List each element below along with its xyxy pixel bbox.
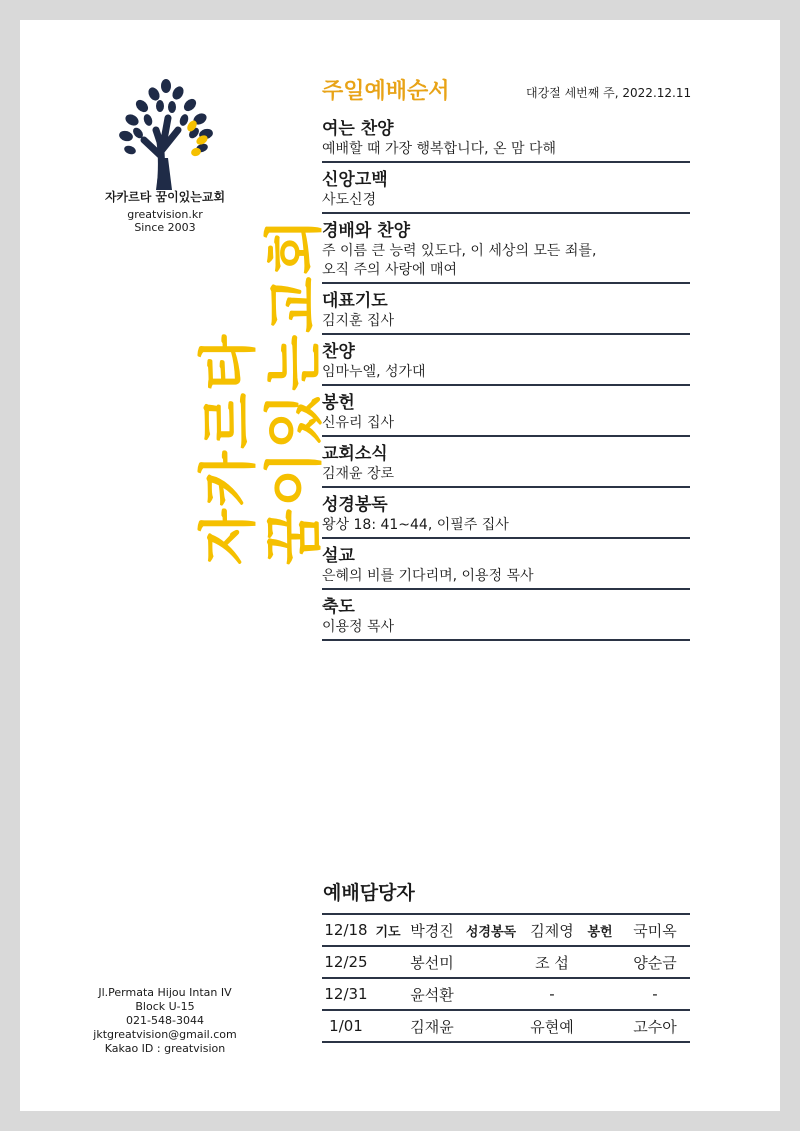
duty-offering: 고수아 <box>620 1010 690 1042</box>
duty-offering: 국미옥 <box>620 914 690 946</box>
vertical-line-2: 꿈이있는교회 <box>260 216 328 565</box>
order-item-desc: 임마누엘, 성가대 <box>322 364 426 380</box>
duty-reading: 유현예 <box>524 1010 580 1042</box>
duty-date: 12/25 <box>322 946 370 978</box>
order-item-desc: 김지훈 집사 <box>322 313 395 329</box>
order-item-desc: 신유리 집사 <box>322 415 395 431</box>
label-reading: 성경봉독 <box>458 914 524 946</box>
order-item-desc: 예배할 때 가장 행복합니다, 온 맘 다해 <box>322 141 557 157</box>
contact-email: jktgreatvision@gmail.com <box>93 1028 237 1041</box>
order-item <box>322 290 690 335</box>
order-item-title: 성경봉독 <box>322 495 388 515</box>
service-order-title: 주일예배순서 <box>322 79 450 104</box>
order-item-title: 교회소식 <box>322 444 388 464</box>
duty-reading: 김제영 <box>524 914 580 946</box>
order-item <box>322 220 690 284</box>
duty-date: 12/18 <box>322 914 370 946</box>
duty-prayer: 윤석환 <box>406 978 458 1010</box>
order-item <box>322 169 690 214</box>
duty-reading: - <box>524 978 580 1010</box>
duty-offering: - <box>620 978 690 1010</box>
order-item <box>322 392 690 437</box>
contact-block <box>60 986 270 1056</box>
church-tree-logo <box>116 78 216 190</box>
order-item-title: 봉헌 <box>322 393 355 413</box>
contact-kakao: Kakao ID : greatvision <box>104 1042 226 1055</box>
church-since: Since 2003 <box>134 221 196 234</box>
table-row <box>322 1010 690 1042</box>
order-item <box>322 118 690 163</box>
duty-title: 예배담당자 <box>323 882 415 904</box>
order-item-desc: 김재윤 장로 <box>322 466 395 482</box>
order-item <box>322 443 690 488</box>
order-item-desc: 은혜의 비를 기다리며, 이용정 목사 <box>322 568 534 584</box>
service-date: 대강절 세번째 주, 2022.12.11 <box>526 86 692 100</box>
table-row <box>322 914 690 946</box>
duty-date: 1/01 <box>322 1010 370 1042</box>
service-order-list <box>322 118 690 647</box>
duty-prayer: 박경진 <box>406 914 458 946</box>
label-offering: 봉헌 <box>580 914 620 946</box>
duty-prayer: 김재윤 <box>406 1010 458 1042</box>
duty-reading: 조 섭 <box>524 946 580 978</box>
order-item-desc: 왕상 18: 41~44, 이필주 집사 <box>322 517 509 533</box>
order-item <box>322 596 690 641</box>
contact-address: Jl.Permata Hijou Intan IV <box>98 986 232 999</box>
order-item-desc: 이용정 목사 <box>322 619 395 635</box>
duty-table <box>322 913 690 1043</box>
order-item-title: 신앙고백 <box>322 170 388 190</box>
order-item-desc: 사도신경 <box>322 192 377 208</box>
vertical-line-1: 자카르타 <box>194 332 262 565</box>
order-item-title: 찬양 <box>322 342 355 362</box>
table-row <box>322 946 690 978</box>
label-prayer: 기도 <box>370 914 406 946</box>
order-item-title: 축도 <box>322 597 355 617</box>
contact-phone: 021-548-3044 <box>126 1014 204 1027</box>
duty-date: 12/31 <box>322 978 370 1010</box>
order-item-desc: 주 이름 큰 능력 있도다, 이 세상의 모든 죄를, 오직 주의 사랑에 매여 <box>322 243 597 278</box>
order-item-title: 경배와 찬양 <box>322 221 411 241</box>
vertical-church-name <box>195 217 327 565</box>
church-website: greatvision.kr <box>127 208 203 221</box>
order-item-title: 대표기도 <box>322 291 388 311</box>
duty-prayer: 봉선미 <box>406 946 458 978</box>
table-row <box>322 978 690 1010</box>
order-item <box>322 494 690 539</box>
order-item <box>322 545 690 590</box>
order-item-title: 여는 찬양 <box>322 119 394 139</box>
contact-block-number: Block U-15 <box>135 1000 195 1013</box>
bulletin-page <box>20 20 780 1111</box>
church-name: 자카르타 꿈이있는교회 <box>104 190 226 204</box>
order-item-title: 설교 <box>322 546 355 566</box>
duty-offering: 양순금 <box>620 946 690 978</box>
order-item <box>322 341 690 386</box>
